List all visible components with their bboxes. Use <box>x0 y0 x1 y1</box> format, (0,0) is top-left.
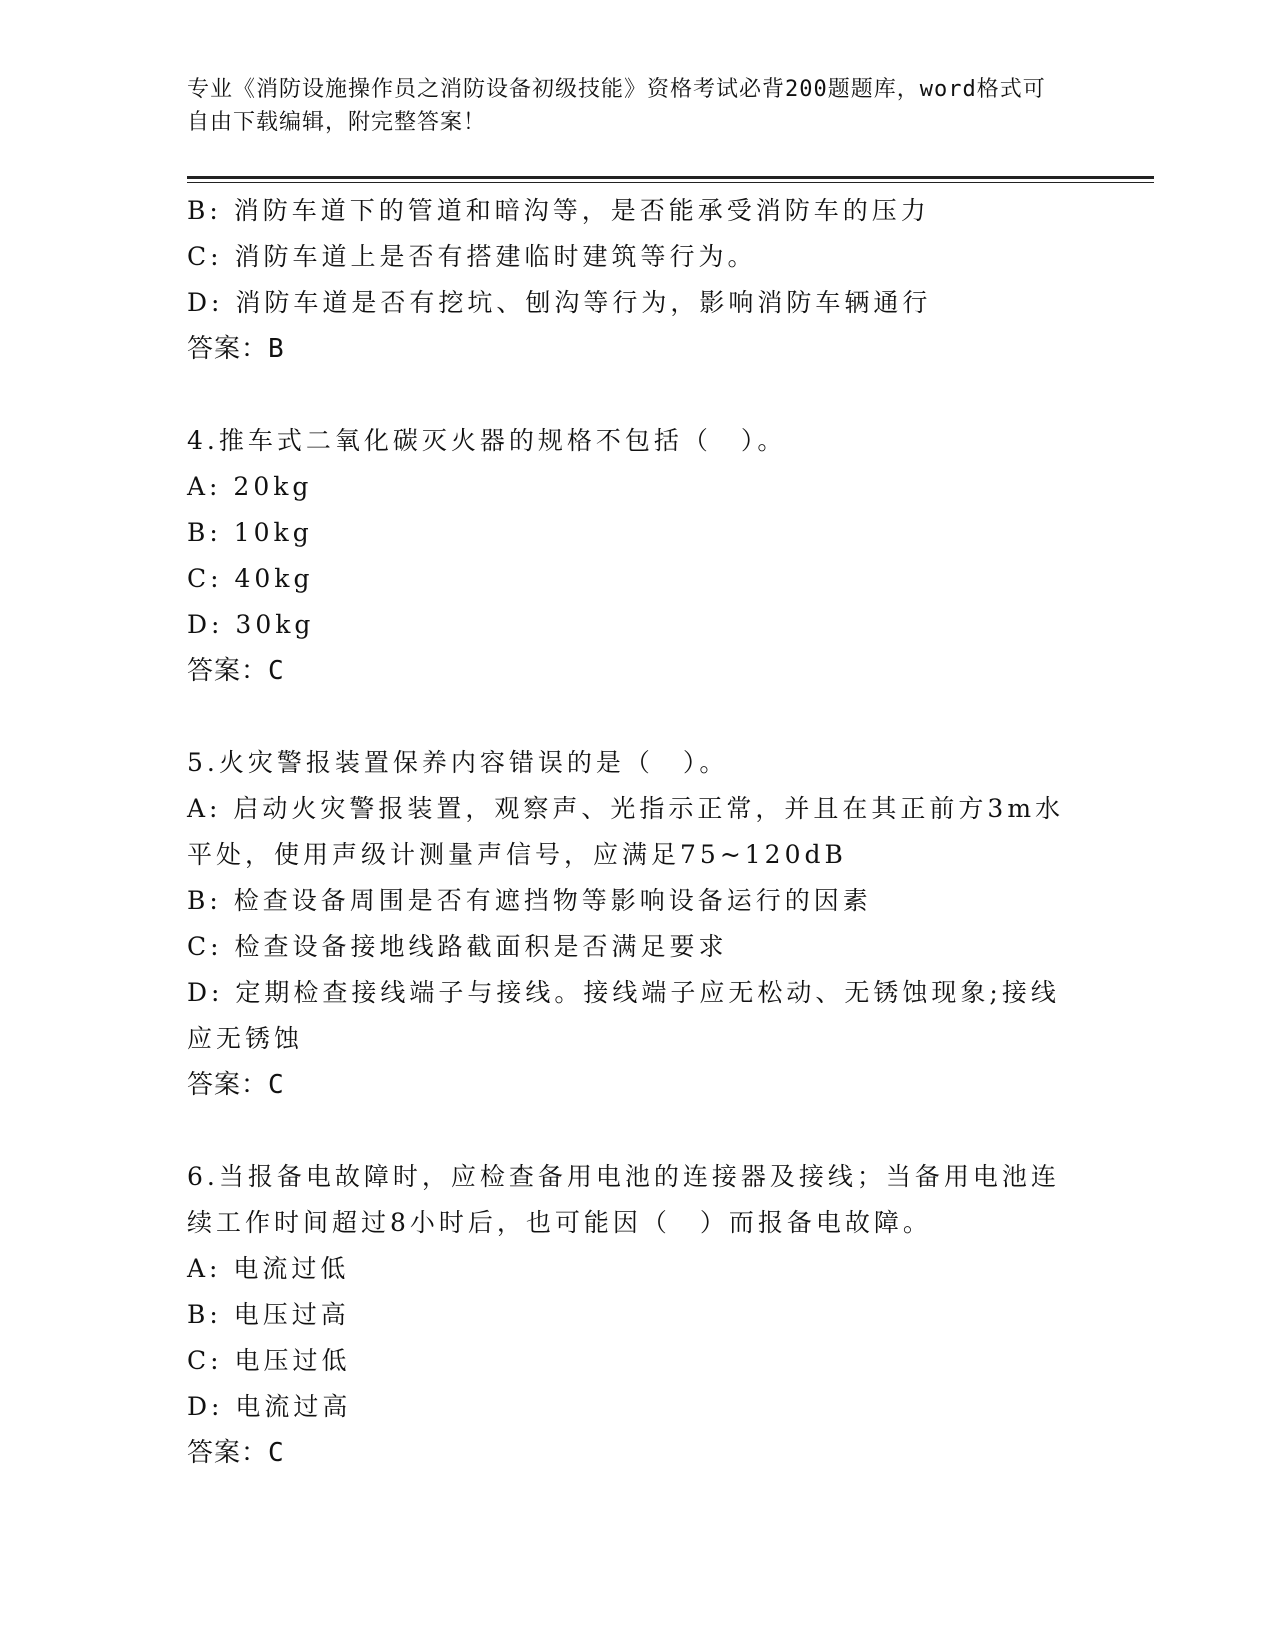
option-c: C: 消防车道上是否有搭建临时建筑等行为。 <box>187 242 757 271</box>
option-b: B: 消防车道下的管道和暗沟等，是否能承受消防车的压力 <box>187 196 930 225</box>
spacer <box>187 1108 1067 1154</box>
question-text: 4.推车式二氧化碳灭火器的规格不包括（ ）。 <box>187 426 787 455</box>
spacer <box>187 372 1067 418</box>
question-text: 6.当报备电故障时，应检查备用电池的连接器及接线；当备用电池连续工作时间超过8小时后，也可能因（ ）而报备电故障。 <box>187 1162 1060 1237</box>
option-c: C: 40kg <box>187 564 314 593</box>
option-b: B: 10kg <box>187 518 313 547</box>
question-6 <box>187 1154 1067 1476</box>
question-text: 5.火灾警报装置保养内容错误的是（ ）。 <box>187 748 729 777</box>
question-3-tail <box>187 188 1067 372</box>
option-a: A: 启动火灾警报装置，观察声、光指示正常，并且在其正前方3m水平处，使用声级计测量声信号，应满足75~120dB <box>187 794 1065 869</box>
spacer <box>187 694 1067 740</box>
answer-label: 答案：C <box>187 1438 285 1468</box>
header-divider-thick <box>187 176 1154 179</box>
option-d: D: 定期检查接线端子与接线。接线端子应无松动、无锈蚀现象;接线应无锈蚀 <box>187 978 1060 1053</box>
header-divider-thin <box>187 182 1154 183</box>
answer-label: 答案：C <box>187 656 285 686</box>
option-a: A: 电流过低 <box>187 1254 350 1283</box>
option-b: B: 检查设备周围是否有遮挡物等影响设备运行的因素 <box>187 886 872 915</box>
option-d: D: 电流过高 <box>187 1392 352 1421</box>
answer-label: 答案：B <box>187 334 285 364</box>
question-4 <box>187 418 1067 694</box>
option-c: C: 电压过低 <box>187 1346 351 1375</box>
option-d: D: 30kg <box>187 610 315 639</box>
option-d: D: 消防车道是否有挖坑、刨沟等行为，影响消防车辆通行 <box>187 288 932 317</box>
question-list <box>187 188 1067 1476</box>
option-c: C: 检查设备接地线路截面积是否满足要求 <box>187 932 728 961</box>
option-a: A: 20kg <box>187 472 313 501</box>
answer-label: 答案：C <box>187 1070 285 1100</box>
option-b: B: 电压过高 <box>187 1300 350 1329</box>
document-header: 专业《消防设施操作员之消防设备初级技能》资格考试必背200题题库，word格式可自由下载编辑，附完整答案！ <box>187 77 1046 135</box>
question-5 <box>187 740 1067 1108</box>
